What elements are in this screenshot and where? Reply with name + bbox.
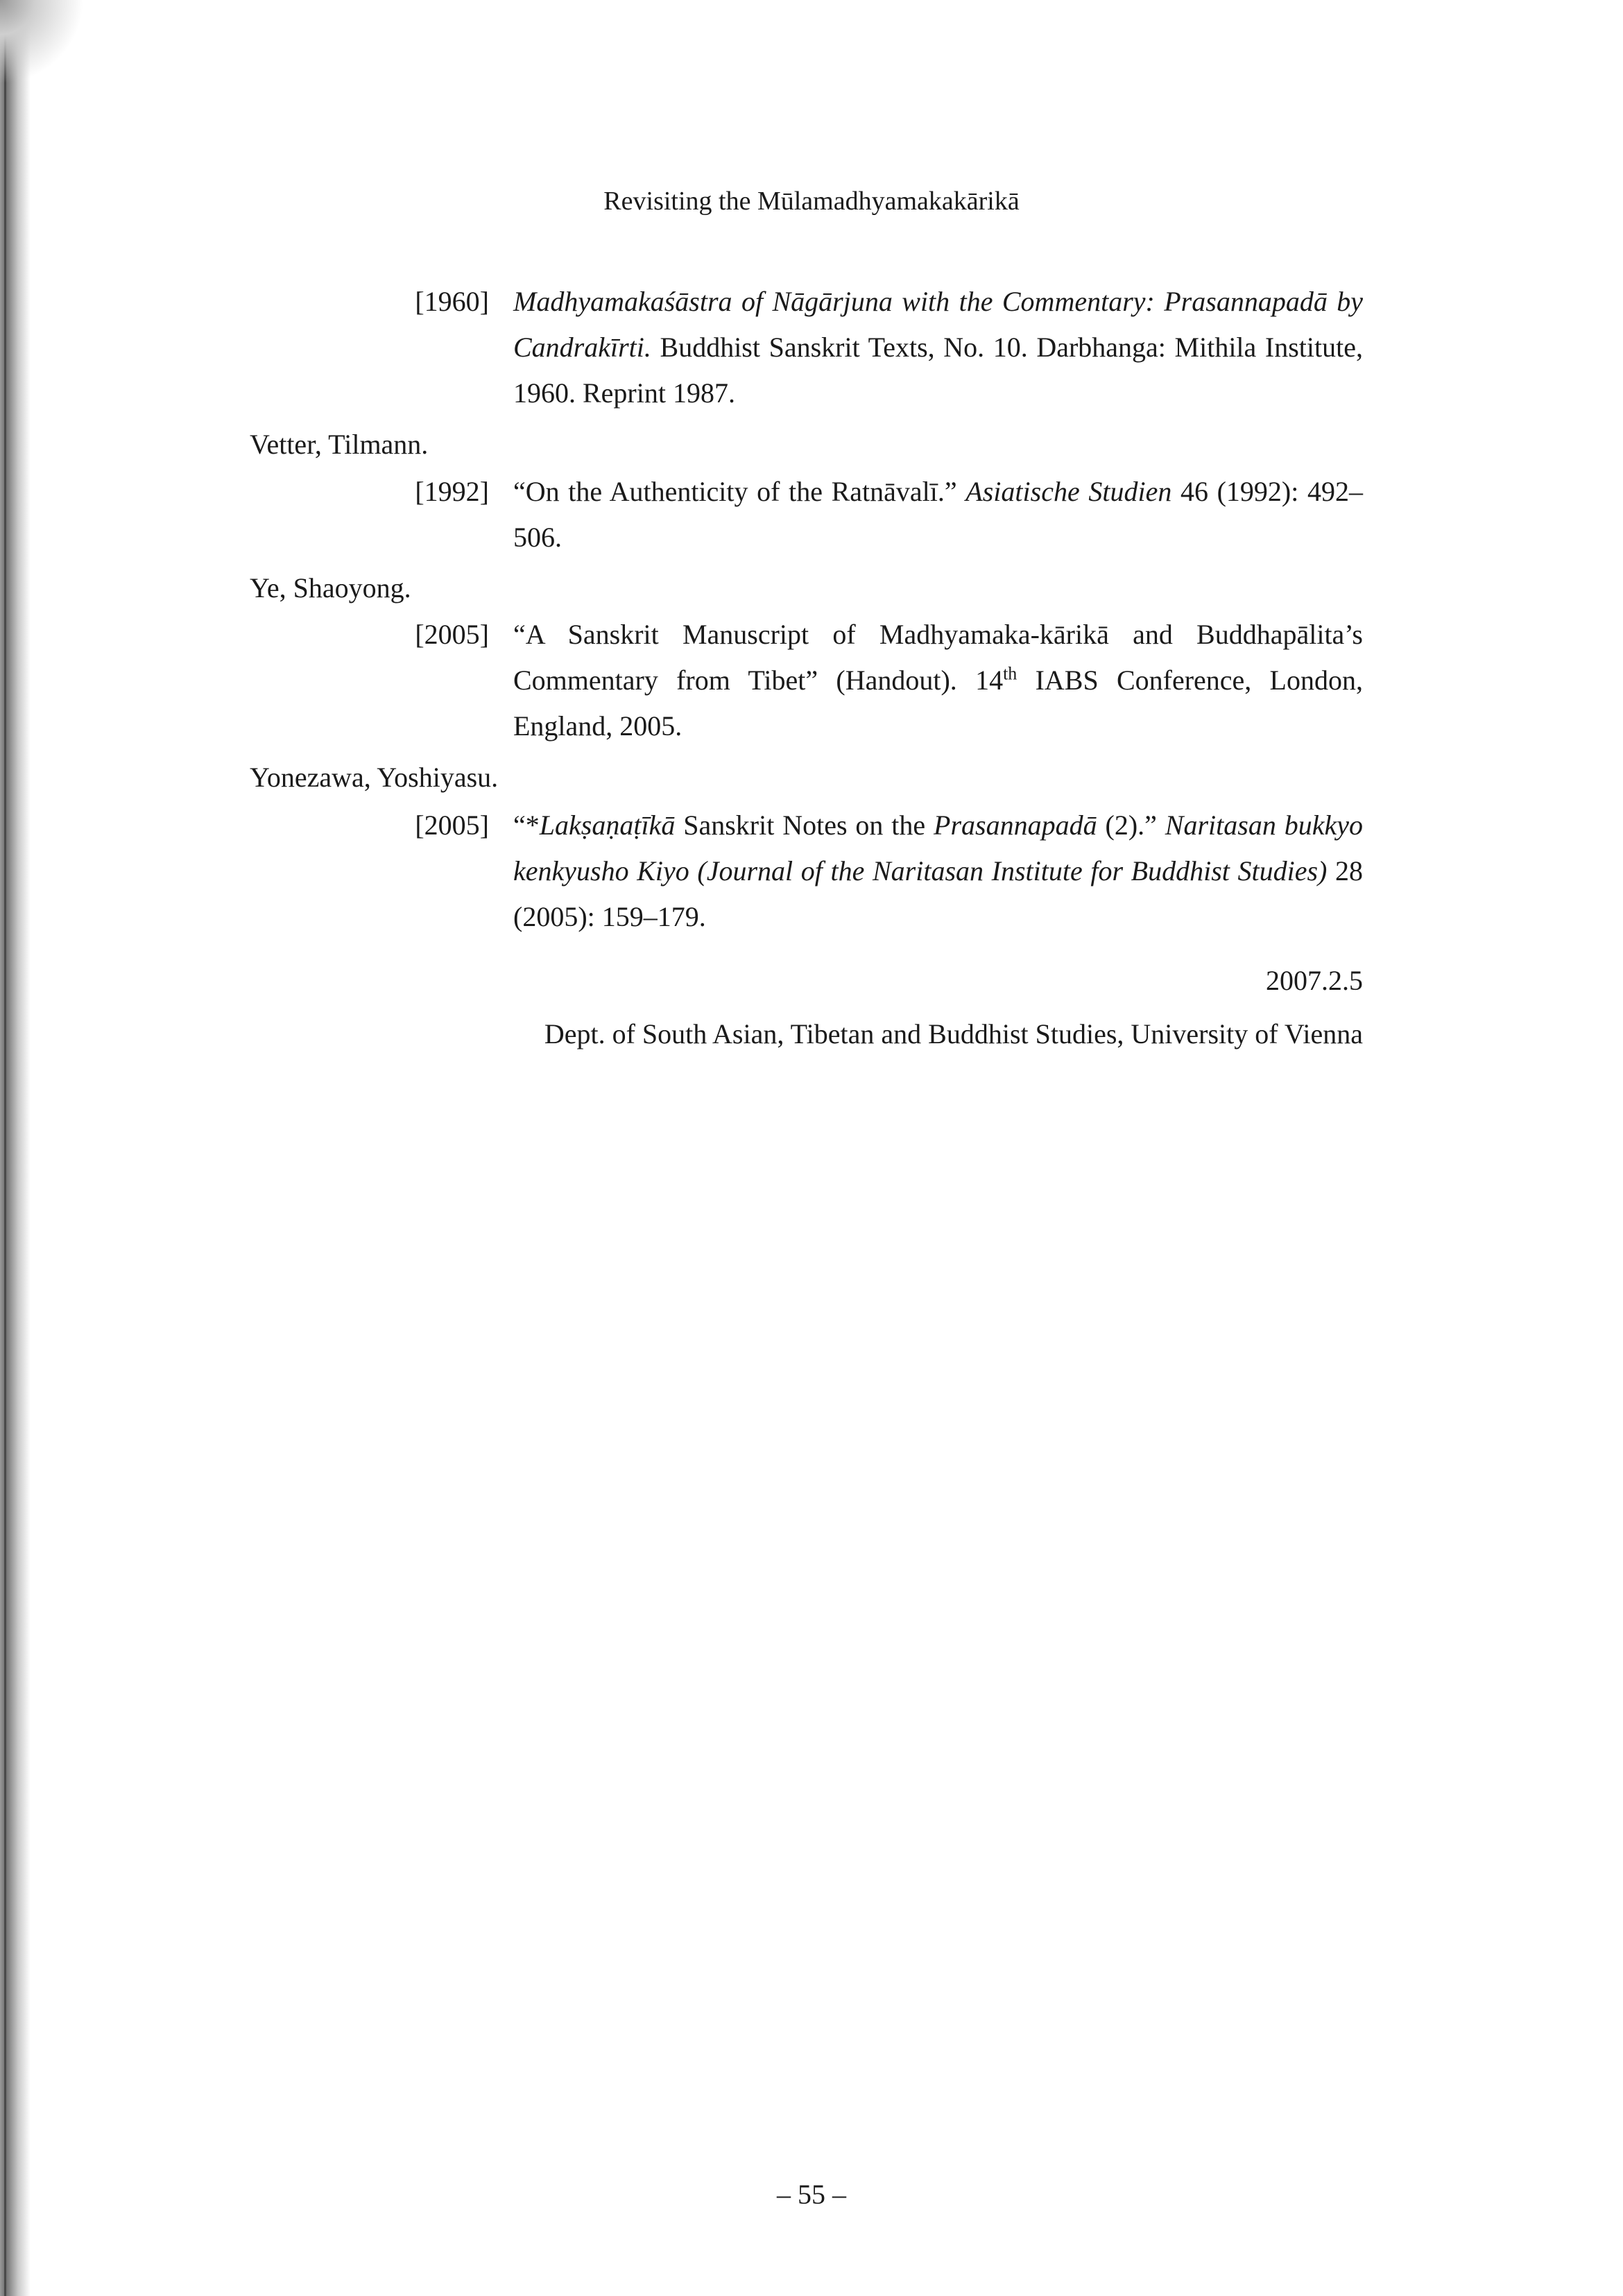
scan-binding-edge: [0, 0, 31, 2296]
page-number: – 55 –: [777, 2179, 846, 2210]
reference-details: IABS Conference, London, England, 2005.: [513, 665, 1363, 742]
reference-journal: Asiatische Studien: [965, 476, 1172, 507]
reference-work: Prasannapadā: [934, 809, 1097, 841]
reference-author: Ye, Shaoyong.: [250, 572, 411, 603]
reference-text: [513, 279, 1363, 416]
reference-year: [2005]: [415, 809, 489, 841]
reference-title: “On the Authenticity of the Ratnāvalī.”: [513, 476, 966, 507]
reference-text: [513, 803, 1363, 940]
reference-title: “A Sanskrit Manuscript of Madhyamaka-kārikā and Buddhapālita’s Commentary from Tibet” (Handout). 14: [513, 619, 1363, 696]
reference-details: 28 (2005): 159–179.: [513, 855, 1363, 932]
reference-year: [2005]: [415, 619, 489, 650]
reference-title: Madhyamakaśāstra of Nāgārjuna with the Commentary: Prasannapadā by Candrakīrti.: [513, 286, 1363, 363]
reference-year: [1960]: [415, 286, 489, 317]
ordinal-suffix: th: [1003, 663, 1017, 684]
reference-author: Vetter, Tilmann.: [250, 429, 429, 460]
scan-corner-shadow: [0, 0, 83, 83]
reference-text: [513, 612, 1363, 749]
reference-text: [513, 469, 1363, 560]
reference-details: 46 (1992): 492–506.: [513, 476, 1363, 553]
reference-connector: (2).”: [1097, 809, 1165, 841]
reference-journal: Naritasan bukkyo kenkyusho Kiyo (Journal of the Naritasan Institute for Buddhist Studies): [513, 809, 1363, 886]
reference-connector: Sanskrit Notes on the: [675, 809, 934, 841]
running-head: Revisiting the Mūlamadhyamakakārikā: [603, 187, 1020, 216]
reference-title: Lakṣaṇaṭīkā: [539, 809, 676, 841]
date: 2007.2.5: [1266, 965, 1363, 996]
reference-open-quote: “*: [513, 809, 540, 841]
affiliation: Dept. of South Asian, Tibetan and Buddhist Studies, University of Vienna: [544, 1018, 1363, 1050]
reference-author: Yonezawa, Yoshiyasu.: [250, 762, 499, 793]
reference-details: Buddhist Sanskrit Texts, No. 10. Darbhanga: Mithila Institute, 1960. Reprint 1987.: [513, 332, 1363, 409]
reference-year: [1992]: [415, 476, 489, 507]
